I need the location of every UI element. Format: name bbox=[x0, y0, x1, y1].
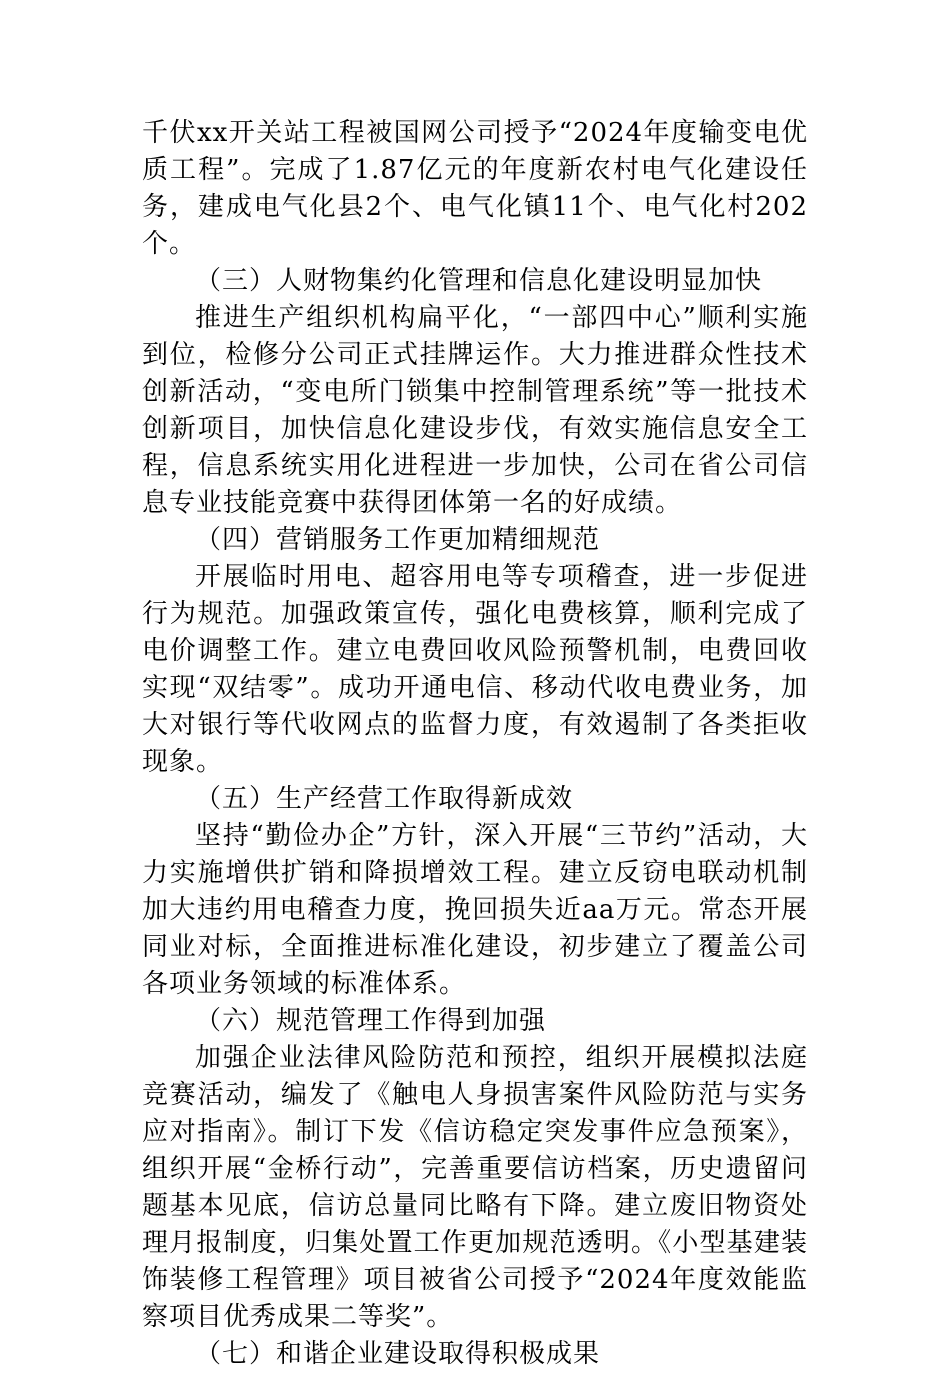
paragraph-section-5: 坚持“勤俭办企”方针，深入开展“三节约”活动，大力实施增供扩销和降损增效工程。建立反窃电联动机制加大违约用电稽查力度，挽回损失近aa万元。常态开展同业对标，全面推进标准化建设，初步建立了覆盖公司各项业务领域的标准体系。 bbox=[142, 821, 808, 999]
paragraph-section-4: 开展临时用电、超容用电等专项稽查，进一步促进行为规范。加强政策宣传，强化电费核算，顺利完成了电价调整工作。建立电费回收风险预警机制，电费回收实现“双结零”。成功开通电信、移动代收电费业务，加大对银行等代收网点的监督力度，有效遏制了各类拒收现象。 bbox=[142, 562, 808, 777]
paragraph-continued: 千伏xx开关站工程被国网公司授予“2024年度输变电优质工程”。完成了1.87亿元的年度新农村电气化建设任务，建成电气化县2个、电气化镇11个、电气化村202个。 bbox=[142, 118, 808, 259]
section-heading-7: （七）和谐企业建设取得积极成果 bbox=[195, 1339, 601, 1369]
paragraph-section-3: 推进生产组织机构扁平化，“一部四中心”顺利实施到位，检修分公司正式挂牌运作。大力推进群众性技术创新活动，“变电所门锁集中控制管理系统”等一批技术创新项目，加快信息化建设步伐，有效实施信息安全工程，信息系统实用化进程进一步加快，公司在省公司信息专业技能竞赛中获得团体第一名的好成绩。 bbox=[142, 303, 808, 518]
section-heading-6: （六）规范管理工作得到加强 bbox=[195, 1006, 547, 1036]
section-heading-4: （四）营销服务工作更加精细规范 bbox=[195, 525, 601, 555]
document-page bbox=[142, 115, 808, 1373]
section-heading-5: （五）生产经营工作取得新成效 bbox=[195, 784, 574, 814]
paragraph-section-6: 加强企业法律风险防范和预控，组织开展模拟法庭竞赛活动，编发了《触电人身损害案件风险防范与实务应对指南》。制订下发《信访稳定突发事件应急预案》，组织开展“金桥行动”，完善重要信访档案，历史遗留问题基本见底，信访总量同比略有下降。建立废旧物资处理月报制度，归集处置工作更加规范透明。《小型基建装饰装修工程管理》项目被省公司授予“2024年度效能监察项目优秀成果二等奖”。 bbox=[142, 1043, 808, 1332]
section-heading-3: （三）人财物集约化管理和信息化建设明显加快 bbox=[195, 266, 763, 296]
